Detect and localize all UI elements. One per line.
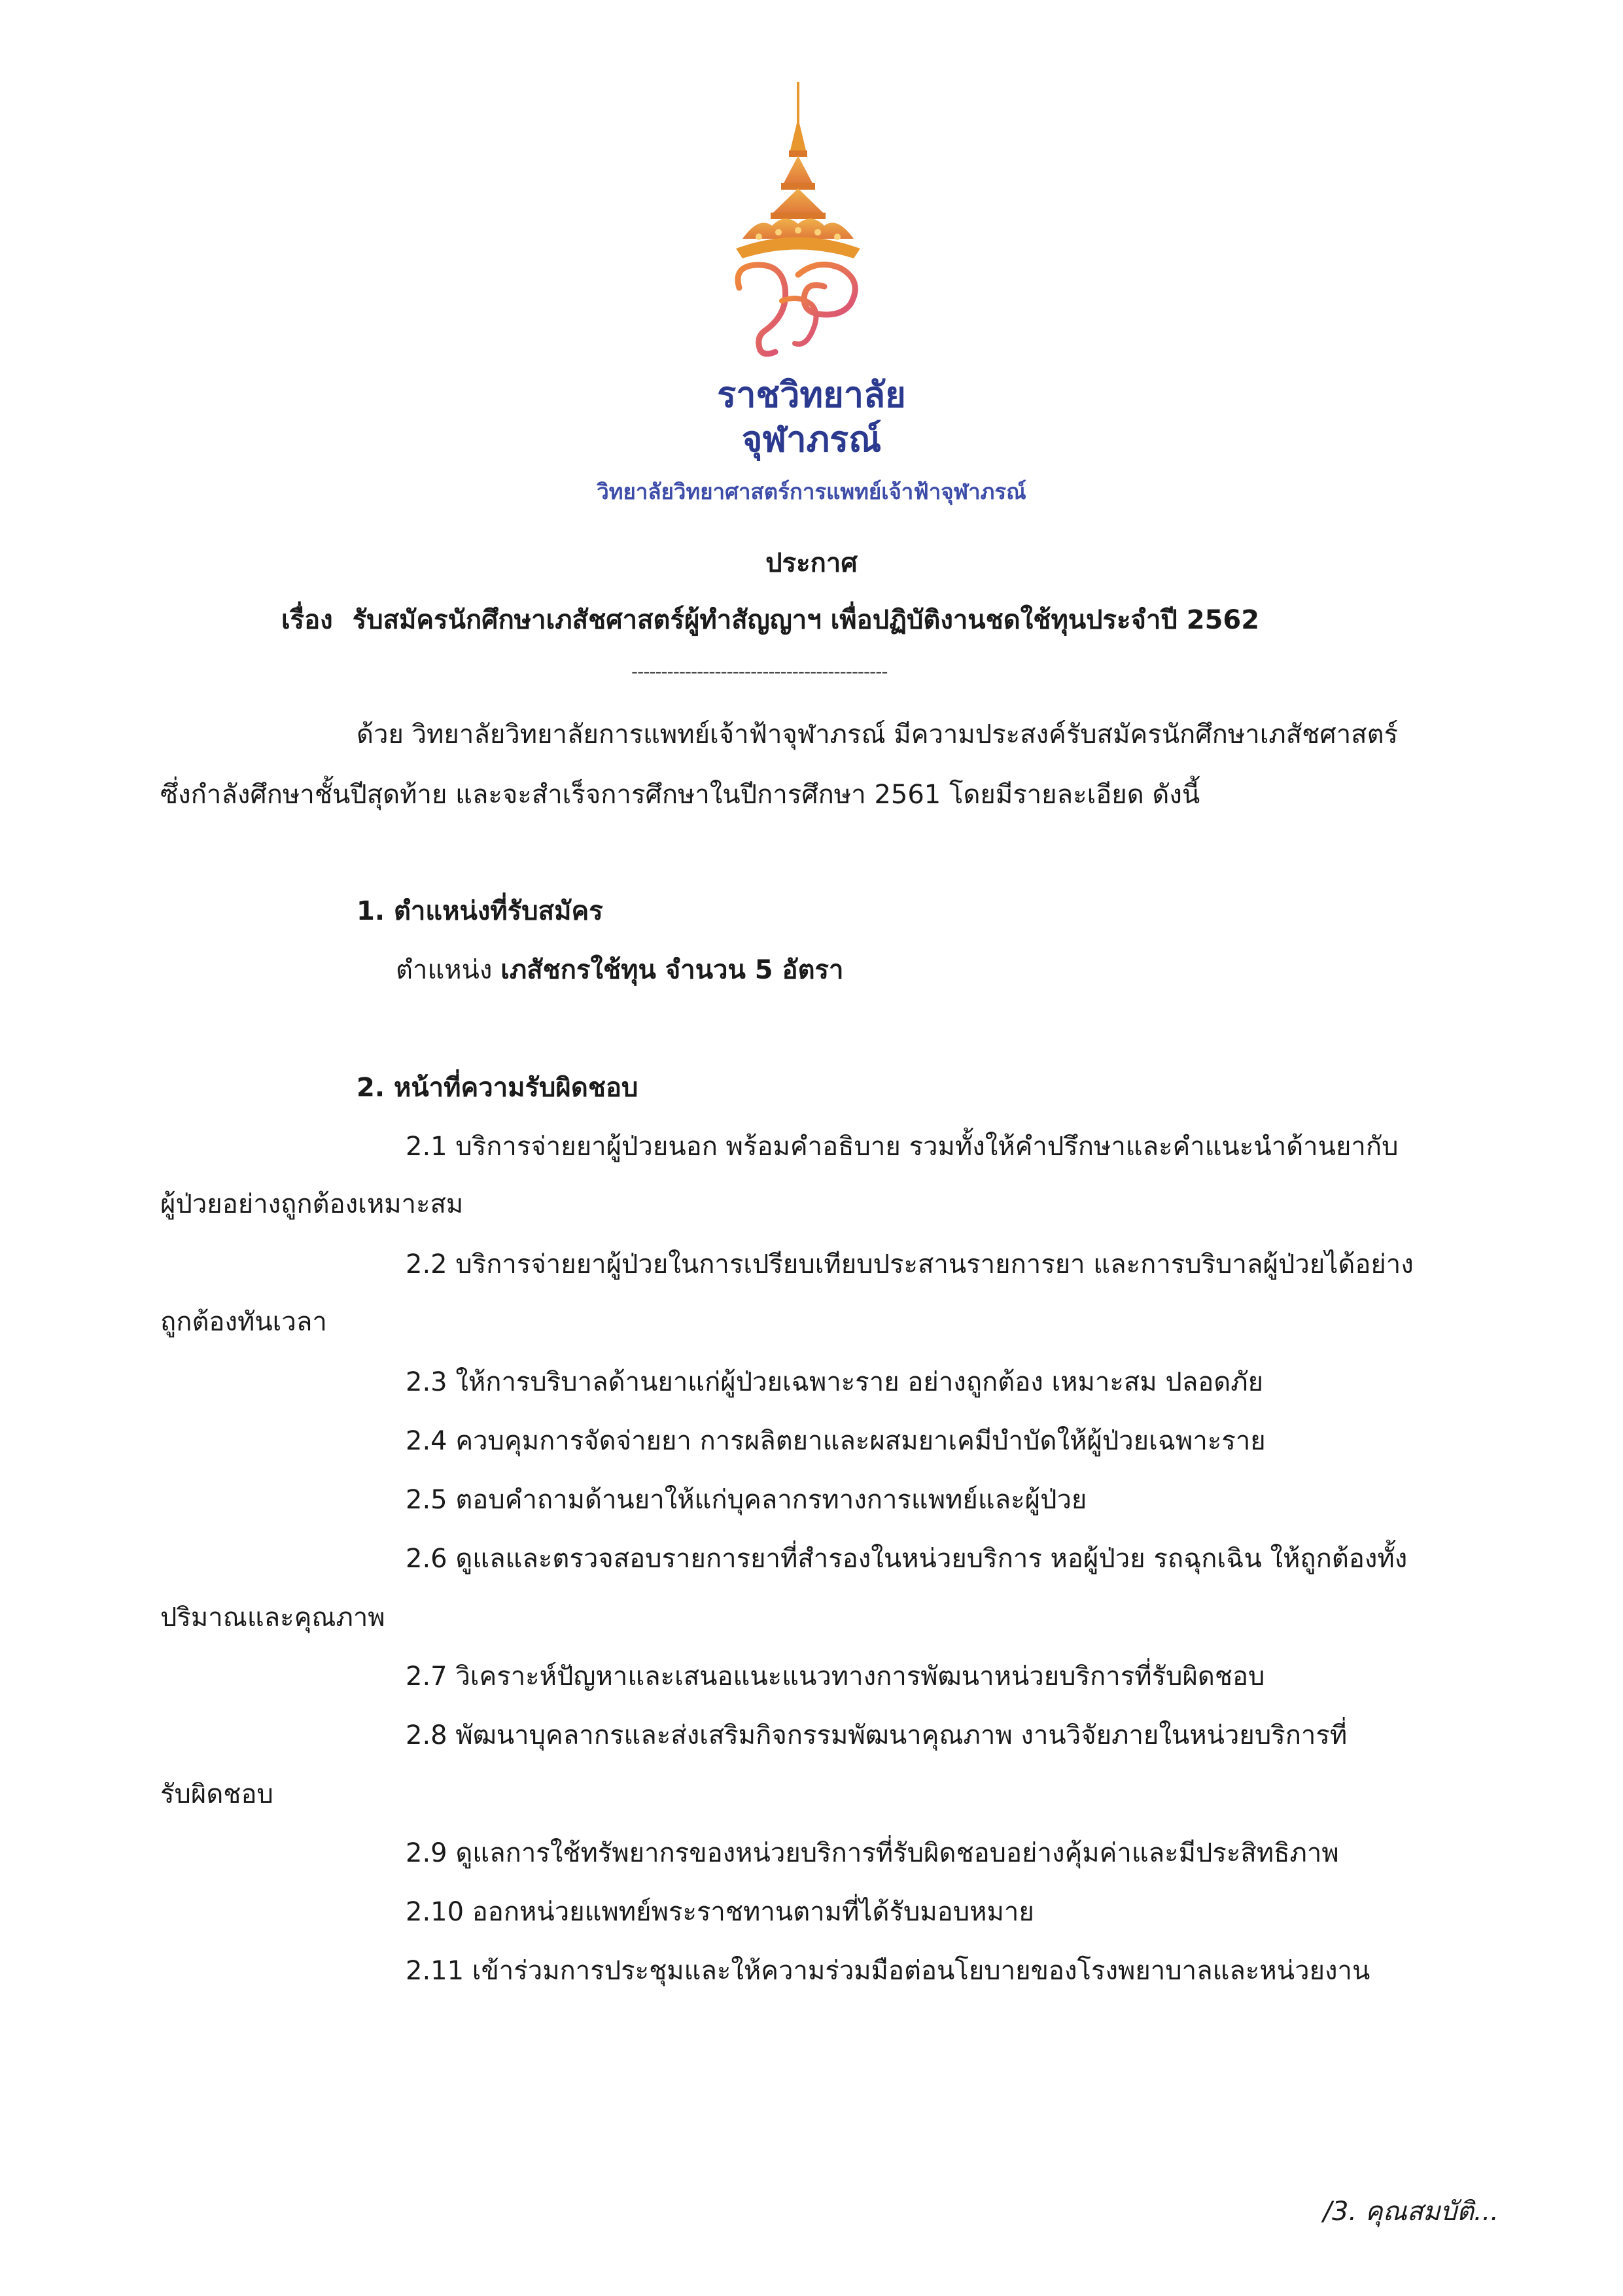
duty-item-2-3: 2.3 ให้การบริบาลด้านยาแก่ผู้ป่วยเฉพาะราย อย่างถูกต้อง เหมาะสม ปลอดภัย	[406, 1367, 1264, 1397]
announcement-heading: ประกาศ	[765, 548, 858, 578]
duty-item-2-8-cont: รับผิดชอบ	[160, 1779, 273, 1809]
section-1-title: 1. ตำแหน่งที่รับสมัคร	[357, 896, 603, 926]
page-continuation: /3. คุณสมบัติ...	[1323, 2197, 1499, 2227]
duty-item-2-8: 2.8 พัฒนาบุคลากรและส่งเสริมกิจกรรมพัฒนาคุณภาพ งานวิจัยภายในหน่วยบริการที่	[406, 1720, 1348, 1750]
duty-item-2-5: 2.5 ตอบคำถามด้านยาให้แก่บุคลากรทางการแพทย์และผู้ป่วย	[406, 1485, 1087, 1515]
subject-text: รับสมัครนักศึกษาเภสัชศาสตร์ผู้ทำสัญญาฯ เพื่อปฏิบัติงานชดใช้ทุนประจำปี 2562	[352, 605, 1260, 635]
duty-item-2-6: 2.6 ดูแลและตรวจสอบรายการยาที่สำรองในหน่วยบริการ หอผู้ป่วย รถฉุกเฉิน ให้ถูกต้องทั้ง	[406, 1544, 1408, 1574]
intro-line-2: ซึ่งกำลังศึกษาชั้นปีสุดท้าย และจะสำเร็จการศึกษาในปีการศึกษา 2561 โดยมีรายละเอียด ดังนี้	[160, 780, 1200, 810]
duty-item-2-4: 2.4 ควบคุมการจัดจ่ายยา การผลิตยาและผสมยาเคมีบำบัดให้ผู้ป่วยเฉพาะราย	[406, 1426, 1266, 1456]
chulabhorn-royal-academy-logo-icon	[720, 78, 877, 360]
duty-item-2-11: 2.11 เข้าร่วมการประชุมและให้ความร่วมมือต่อนโยบายของโรงพยาบาลและหน่วยงาน	[406, 1956, 1370, 1986]
duty-item-2-9: 2.9 ดูแลการใช้ทรัพยากรของหน่วยบริการที่รับผิดชอบอย่างคุ้มค่าและมีประสิทธิภาพ	[406, 1838, 1339, 1868]
announcement-subject	[281, 599, 1259, 640]
position-line	[396, 948, 843, 990]
section-2-title: 2. หน้าที่ความรับผิดชอบ	[357, 1073, 638, 1103]
separator-line: -------------------------------------------	[631, 661, 888, 682]
duty-item-2-1-cont: ผู้ป่วยอย่างถูกต้องเหมาะสม	[160, 1189, 464, 1219]
institution-name-line2: จุฬาภรณ์	[741, 419, 882, 460]
position-prefix: ตำแหน่ง	[396, 955, 493, 985]
institution-name-line1: ราชวิทยาลัย	[717, 374, 906, 415]
subject-label: เรื่อง	[281, 605, 333, 635]
duty-item-2-6-cont: ปริมาณและคุณภาพ	[160, 1603, 385, 1633]
college-name: วิทยาลัยวิทยาศาสตร์การแพทย์เจ้าฟ้าจุฬาภรณ์	[597, 479, 1026, 504]
duty-item-2-1: 2.1 บริการจ่ายยาผู้ป่วยนอก พร้อมคำอธิบาย รวมทั้งให้คำปรึกษาและคำแนะนำด้านยากับ	[406, 1132, 1399, 1162]
intro-line-1: ด้วย วิทยาลัยวิทยาลัยการแพทย์เจ้าฟ้าจุฬาภรณ์ มีความประสงค์รับสมัครนักศึกษาเภสัชศาสตร์	[357, 720, 1399, 750]
duty-item-2-2: 2.2 บริการจ่ายยาผู้ป่วยในการเปรียบเทียบประสานรายการยา และการบริบาลผู้ป่วยได้อย่าง	[406, 1249, 1414, 1279]
position-value: เภสัชกรใช้ทุน จำนวน 5 อัตรา	[500, 955, 844, 985]
duty-item-2-7: 2.7 วิเคราะห์ปัญหาและเสนอแนะแนวทางการพัฒนาหน่วยบริการที่รับผิดชอบ	[406, 1661, 1265, 1692]
duty-item-2-2-cont: ถูกต้องทันเวลา	[160, 1307, 327, 1337]
duty-item-2-10: 2.10 ออกหน่วยแพทย์พระราชทานตามที่ได้รับมอบหมาย	[406, 1897, 1034, 1927]
